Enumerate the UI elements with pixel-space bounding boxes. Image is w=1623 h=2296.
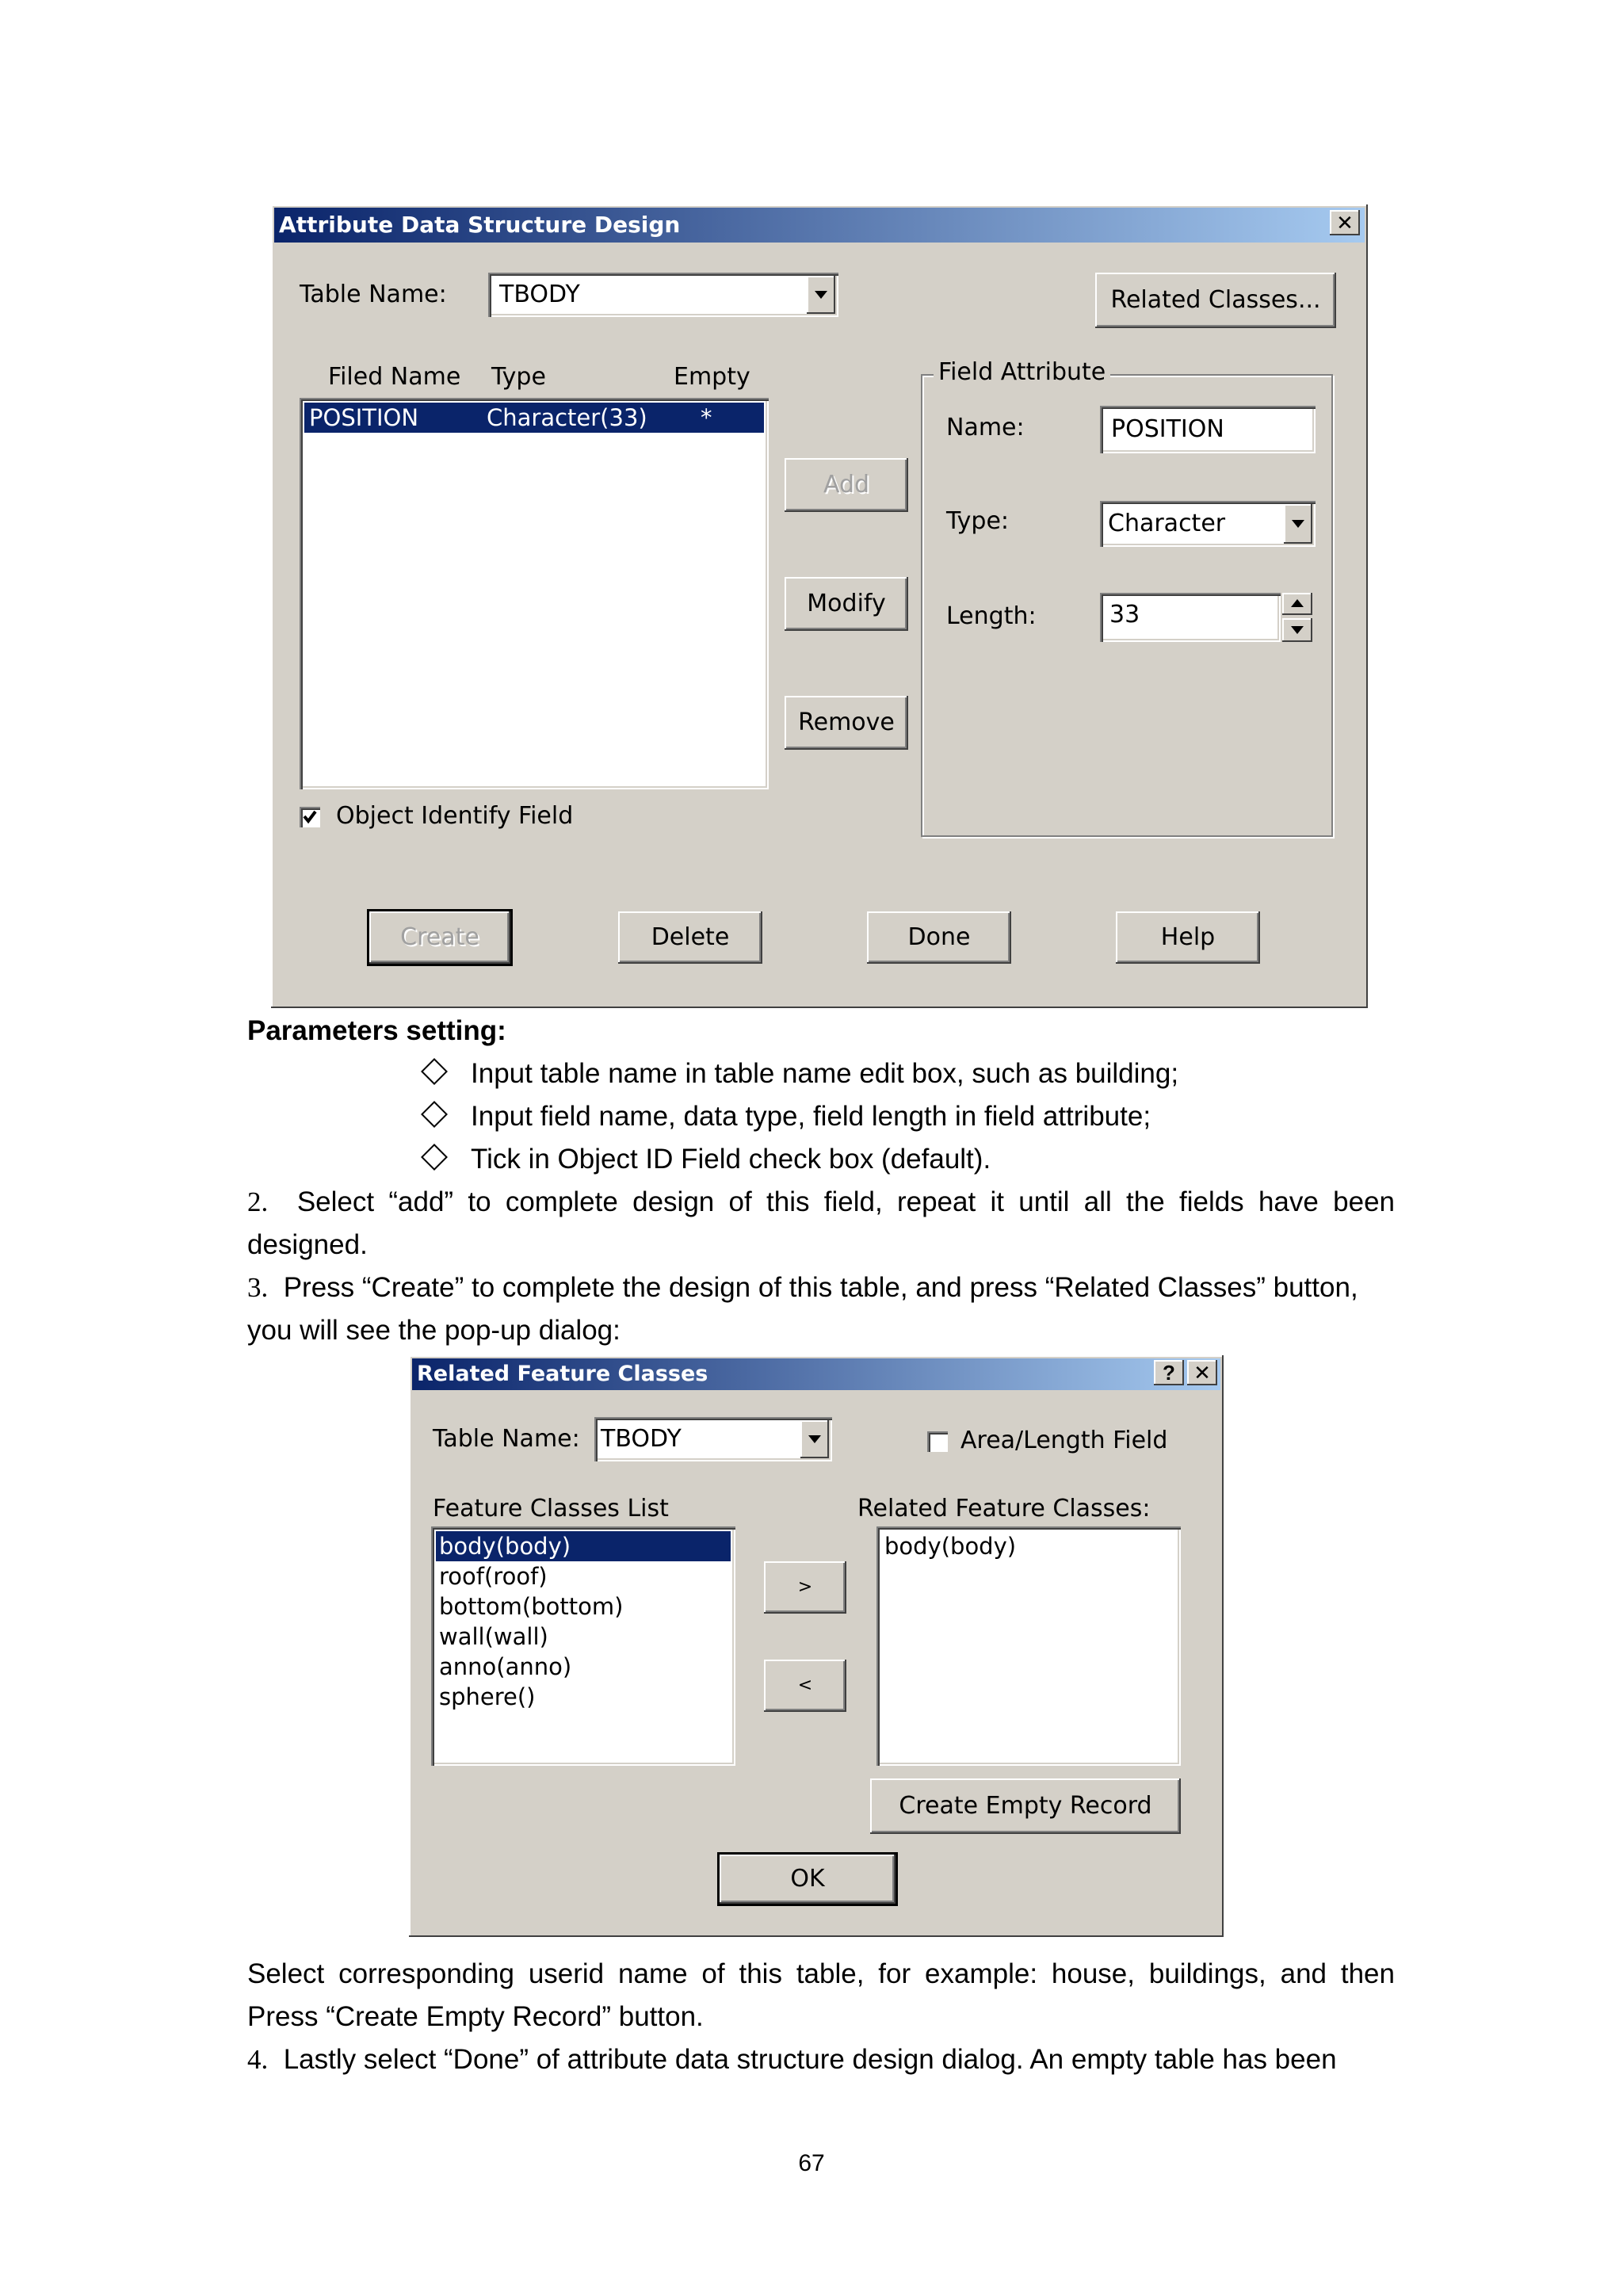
- bullet-text: Input table name in table name edit box, such as building;: [471, 1058, 1179, 1089]
- delete-button[interactable]: Delete: [618, 911, 762, 964]
- object-id-label: Object Identify Field: [336, 802, 574, 830]
- bullet-text: Input field name, data type, field length in field attribute;: [471, 1101, 1151, 1132]
- remove-button[interactable]: Remove: [785, 696, 908, 750]
- col-type: Type: [491, 363, 546, 391]
- row-empty: *: [701, 404, 712, 431]
- area-length-label: Area/Length Field: [960, 1427, 1168, 1454]
- diamond-bullet-icon: [421, 1058, 448, 1085]
- list-item[interactable]: sphere(): [439, 1683, 536, 1710]
- params-heading: Parameters setting:: [247, 1015, 506, 1046]
- table-name-label: Table Name:: [300, 281, 447, 308]
- col-field-name: Filed Name: [328, 363, 461, 391]
- diamond-bullet-icon: [421, 1144, 448, 1171]
- bullet-item: [422, 1095, 1151, 1138]
- page-number: 67: [798, 2150, 825, 2176]
- name-label: Name:: [946, 414, 1025, 441]
- checkmark-icon: [300, 807, 320, 827]
- after-dialog-paragraph: Select corresponding userid name of this table, for example: house, buildings, and then Press “Create Empty Record” button.: [247, 1958, 1395, 2032]
- area-length-checkbox[interactable]: [927, 1431, 948, 1452]
- chevron-down-icon[interactable]: [800, 1420, 829, 1458]
- step-number: 3.: [247, 1272, 269, 1303]
- feature-list-label: Feature Classes List: [433, 1495, 669, 1522]
- list-item[interactable]: body(body): [436, 1531, 731, 1561]
- dialog-title-bar: [274, 208, 1365, 243]
- table-name-value: TBODY: [601, 1425, 682, 1453]
- dialog-title: Related Feature Classes: [417, 1362, 708, 1386]
- length-input[interactable]: [1100, 593, 1281, 642]
- list-item[interactable]: bottom(bottom): [439, 1593, 624, 1620]
- spin-down-icon[interactable]: [1282, 618, 1312, 642]
- step-4-paragraph: [247, 2038, 1395, 2081]
- create-empty-record-button[interactable]: Create Empty Record: [870, 1778, 1181, 1834]
- add-to-related-button[interactable]: >: [764, 1561, 846, 1614]
- step-text: Lastly select “Done” of attribute data structure design dialog. An empty table has been: [283, 2044, 1337, 2075]
- attribute-design-dialog: [271, 204, 1368, 1008]
- row-field-name: POSITION: [309, 404, 419, 431]
- spin-up-icon[interactable]: [1282, 593, 1312, 615]
- step-text: Press “Create” to complete the design of this table, and press “Related Classes” button, you will see the pop-up dialog:: [247, 1272, 1358, 1346]
- related-feature-classes-list[interactable]: [876, 1526, 1181, 1766]
- bullet-item: [422, 1138, 991, 1181]
- chevron-down-icon[interactable]: [807, 276, 835, 314]
- name-input[interactable]: [1100, 406, 1316, 453]
- bullet-item: [422, 1052, 1178, 1095]
- related-feature-classes-dialog: [409, 1355, 1224, 1937]
- type-label: Type:: [946, 507, 1010, 535]
- close-icon[interactable]: ✕: [1187, 1360, 1217, 1385]
- modify-button[interactable]: Modify: [785, 577, 908, 631]
- bullet-text: Tick in Object ID Field check box (default).: [471, 1144, 991, 1175]
- step-number: 4.: [247, 2044, 269, 2075]
- add-button[interactable]: Add: [785, 458, 908, 512]
- table-name-combo[interactable]: [594, 1417, 832, 1461]
- table-row[interactable]: [304, 403, 764, 433]
- done-button[interactable]: Done: [867, 911, 1011, 964]
- field-attribute-title: Field Attribute: [934, 358, 1110, 387]
- remove-from-related-button[interactable]: <: [764, 1660, 846, 1712]
- list-item[interactable]: roof(roof): [439, 1563, 548, 1590]
- dialog-title-bar: [412, 1358, 1220, 1390]
- help-button[interactable]: Help: [1116, 911, 1260, 964]
- col-empty: Empty: [674, 363, 750, 391]
- list-item[interactable]: anno(anno): [439, 1653, 572, 1680]
- name-value: POSITION: [1111, 415, 1224, 443]
- list-item[interactable]: body(body): [884, 1533, 1017, 1560]
- type-combo[interactable]: [1100, 501, 1316, 547]
- list-item[interactable]: wall(wall): [439, 1623, 548, 1650]
- ok-button[interactable]: OK: [720, 1855, 896, 1904]
- feature-classes-list[interactable]: [431, 1526, 735, 1766]
- row-type: Character(33): [487, 404, 647, 431]
- close-icon[interactable]: ✕: [1330, 210, 1360, 235]
- step-2-paragraph: [247, 1181, 1395, 1266]
- help-icon[interactable]: ?: [1154, 1360, 1184, 1385]
- chevron-down-icon[interactable]: [1284, 504, 1312, 544]
- diamond-bullet-icon: [421, 1101, 448, 1128]
- create-button[interactable]: Create: [369, 911, 510, 964]
- type-value: Character: [1108, 510, 1226, 537]
- table-name-value: TBODY: [499, 281, 580, 308]
- step-number: 2.: [247, 1186, 269, 1217]
- step-text: Select “add” to complete design of this field, repeat it until all the fields have been designed.: [247, 1186, 1395, 1260]
- field-list[interactable]: [300, 398, 769, 789]
- related-classes-button[interactable]: Related Classes...: [1095, 273, 1336, 328]
- length-value: 33: [1109, 601, 1140, 628]
- dialog-title: Attribute Data Structure Design: [279, 212, 681, 238]
- step-3-paragraph: [247, 1266, 1395, 1352]
- table-name-combo[interactable]: [488, 273, 838, 317]
- object-id-checkbox[interactable]: [300, 807, 320, 827]
- table-name-label: Table Name:: [433, 1425, 580, 1453]
- related-list-label: Related Feature Classes:: [857, 1495, 1151, 1522]
- length-label: Length:: [946, 602, 1037, 630]
